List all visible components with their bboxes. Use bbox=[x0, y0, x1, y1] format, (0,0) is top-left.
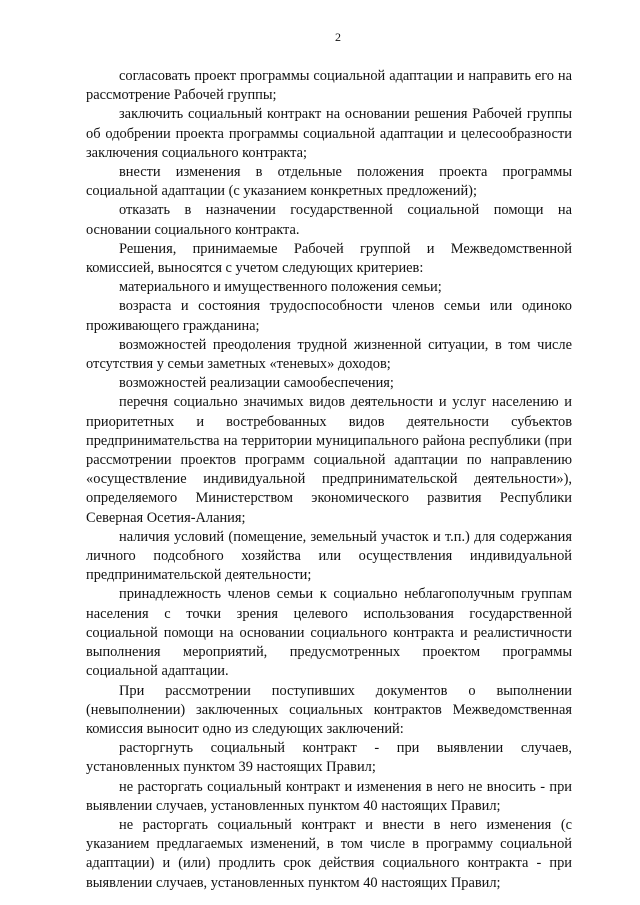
paragraph: Решения, принимаемые Рабочей группой и Межведомственной комиссией, выносятся с учетом следующих критериев: bbox=[86, 240, 572, 277]
paragraph: отказать в назначении государственной социальной помощи на основании социального контракта. bbox=[86, 202, 572, 238]
page-number: 2 bbox=[335, 30, 341, 44]
paragraph: перечня социально значимых видов деятельности и услуг населению и приоритетных и востребованных видов деятельности субъектов предпринимательства на территории муниципального района республики (при рассмотрении проектов программ социальной адаптации по направлению «осуществление индивидуальной предпринимательской деятельности»), определяемого Министерством экономического развития Республики Северная Осетия-Алания; bbox=[86, 394, 572, 526]
paragraph: возможностей реализации самообеспечения; bbox=[119, 375, 394, 392]
paragraph: согласовать проект программы социальной адаптации и направить его на рассмотрение Рабочей группы; bbox=[86, 68, 572, 104]
paragraph: возможностей преодоления трудной жизненной ситуации, в том числе отсутствия у семьи заметных «теневых» доходов; bbox=[86, 336, 572, 373]
paragraph: При рассмотрении поступивших документов о выполнении (невыполнении) заключенных социальных контрактов Межведомственная комиссия выносит одно из следующих заключений: bbox=[86, 682, 572, 737]
paragraph: заключить социальный контракт на основании решения Рабочей группы об одобрении проекта программы социальной адаптации и целесообразности заключения социального контракта; bbox=[86, 106, 572, 161]
paragraph: принадлежность членов семьи к социально неблагополучным группам населения с точки зрения целевого использования государственной социальной помощи на основании социального контракта и реалистичности выполнения мероприятий, предусмотренных проектом программы социальной адаптации. bbox=[86, 586, 572, 680]
paragraph: материального и имущественного положения семьи; bbox=[119, 279, 442, 296]
paragraph: внести изменения в отдельные положения проекта программы социальной адаптации (с указанием конкретных предложений); bbox=[86, 164, 572, 200]
document-body bbox=[86, 67, 572, 893]
paragraph: расторгнуть социальный контракт - при выявлении случаев, установленных пунктом 39 настоящих Правил; bbox=[86, 740, 572, 776]
paragraph: не расторгать социальный контракт и внести в него изменения (с указанием предлагаемых изменений, в том числе в программу социальной адаптации) и (или) продлить срок действия социального контракта - при выявлении случаев, установленных пунктом 40 настоящих Правил; bbox=[86, 816, 572, 891]
paragraph: не расторгать социальный контракт и изменения в него не вносить - при выявлении случаев, установленных пунктом 40 настоящих Правил; bbox=[86, 778, 572, 814]
paragraph: возраста и состояния трудоспособности членов семьи или одиноко проживающего гражданина; bbox=[86, 298, 572, 334]
paragraph: наличия условий (помещение, земельный участок и т.п.) для содержания личного подсобного хозяйства или осуществления индивидуальной предпринимательской деятельности; bbox=[86, 528, 572, 584]
